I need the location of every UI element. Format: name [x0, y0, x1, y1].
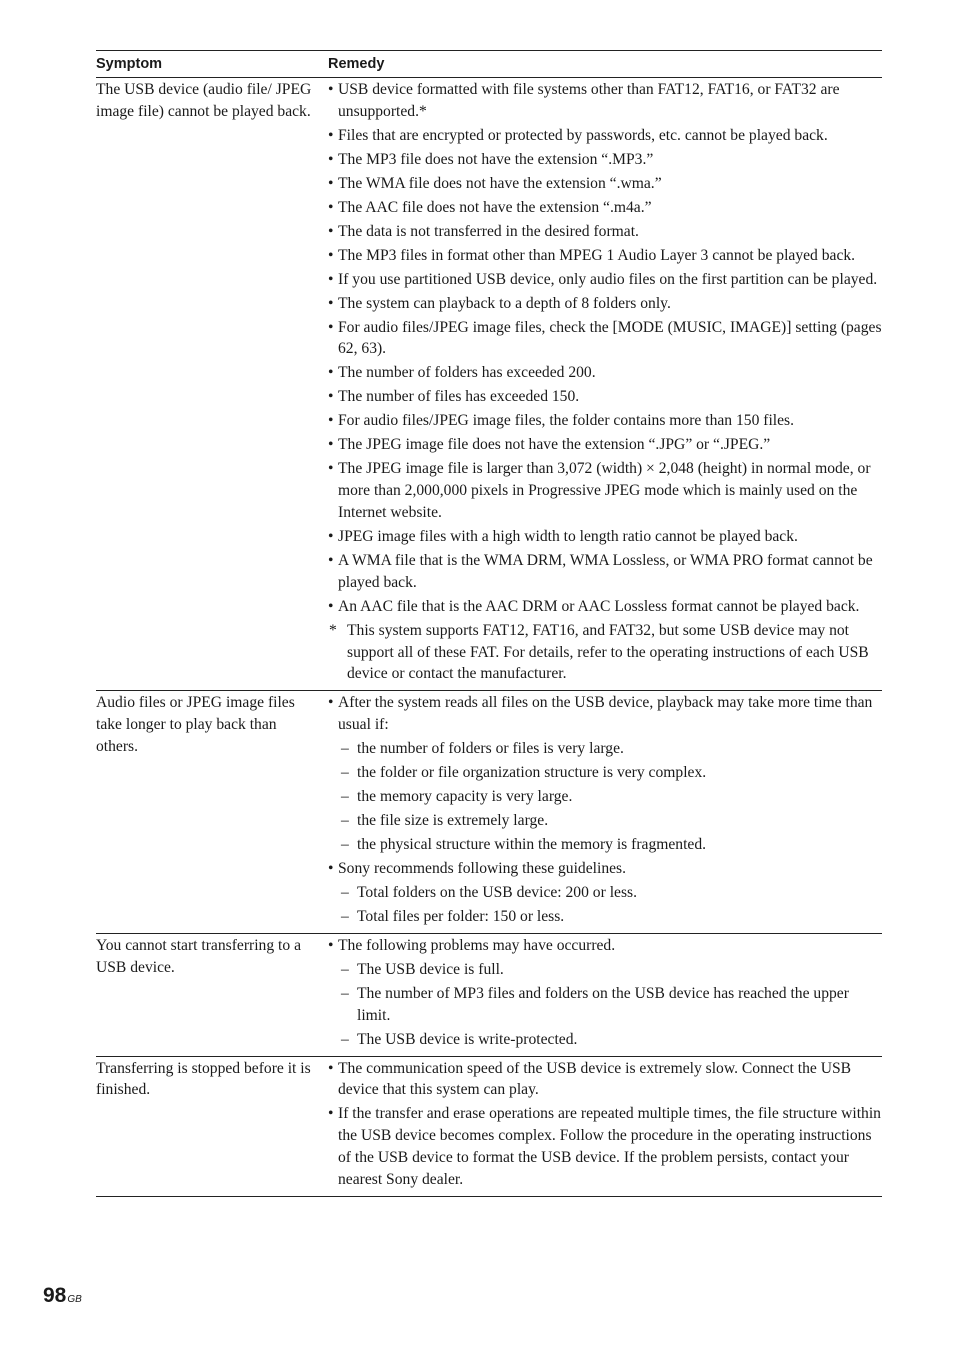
table-header-row	[96, 51, 882, 78]
symptom-cell: Transferring is stopped before it is finished.	[96, 1059, 311, 1099]
remedy-sub-item: – the file size is extremely large.	[328, 810, 882, 832]
remedy-item: • An AAC file that is the AAC DRM or AAC Lossless format cannot be played back.	[328, 596, 882, 618]
remedy-item: • JPEG image files with a high width to length ratio cannot be played back.	[328, 526, 882, 548]
remedy-item: • The data is not transferred in the desired format.	[328, 221, 882, 243]
remedy-item: • The system can playback to a depth of 8 folders only.	[328, 293, 882, 315]
remedy-sub-item: – the folder or file organization structure is very complex.	[328, 762, 882, 784]
remedy-sub-item: – the physical structure within the memory is fragmented.	[328, 834, 882, 856]
remedy-item: • The MP3 file does not have the extension “.MP3.”	[328, 149, 882, 171]
troubleshooting-table	[96, 50, 882, 1197]
page-number	[43, 1281, 82, 1311]
remedy-item: • The number of folders has exceeded 200.	[328, 362, 882, 384]
remedy-list	[328, 935, 882, 1051]
remedy-cell	[328, 933, 882, 1056]
remedy-item: • If you use partitioned USB device, only audio files on the first partition can be played.	[328, 269, 882, 291]
remedy-item: • A WMA file that is the WMA DRM, WMA Lossless, or WMA PRO format cannot be played back.	[328, 550, 882, 594]
remedy-item: • The WMA file does not have the extension “.wma.”	[328, 173, 882, 195]
symptom-cell: You cannot start transferring to a USB device.	[96, 936, 301, 976]
remedy-list	[328, 692, 882, 927]
remedy-cell	[328, 691, 882, 934]
remedy-sub-item: – The USB device is full.	[328, 959, 882, 981]
remedy-cell	[328, 1056, 882, 1196]
table-row	[96, 1056, 882, 1196]
remedy-sub-item: – The USB device is write-protected.	[328, 1029, 882, 1051]
page-number-suffix: GB	[67, 1294, 82, 1305]
remedy-item: • The AAC file does not have the extension “.m4a.”	[328, 197, 882, 219]
remedy-item: • If the transfer and erase operations are repeated multiple times, the file structure within the USB device becomes complex. Follow the procedure in the operating instructions of the USB device to format the USB device. If the problem persists, contact your nearest Sony dealer.	[328, 1103, 882, 1190]
remedy-item: • The JPEG image file is larger than 3,072 (width) × 2,048 (height) in normal mode, or more than 2,000,000 pixels in Progressive JPEG mode which is mainly used on the Internet website.	[328, 458, 882, 523]
page-number-value: 98	[43, 1284, 67, 1307]
remedy-item: • Files that are encrypted or protected by passwords, etc. cannot be played back.	[328, 125, 882, 147]
remedy-item: • The communication speed of the USB device is extremely slow. Connect the USB device that this system can play.	[328, 1058, 882, 1102]
remedy-list	[328, 79, 882, 685]
table-row	[96, 933, 882, 1056]
symptom-cell: Audio files or JPEG image files take longer to play back than others.	[96, 694, 295, 755]
remedy-sub-item: – the memory capacity is very large.	[328, 786, 882, 808]
symptom-column-header: Symptom	[96, 51, 328, 78]
remedy-item: • For audio files/JPEG image files, the folder contains more than 150 files.	[328, 410, 882, 432]
remedy-item: • After the system reads all files on the USB device, playback may take more time than usual if:	[328, 692, 882, 736]
remedy-column-header: Remedy	[328, 51, 882, 78]
remedy-sub-item: – Total folders on the USB device: 200 or less.	[328, 882, 882, 904]
remedy-list	[328, 1058, 882, 1191]
remedy-footnote: * This system supports FAT12, FAT16, and FAT32, but some USB device may not support all of these FAT. For details, refer to the operating instructions of each USB device or contact the manufacturer.	[328, 620, 882, 685]
remedy-sub-item: – Total files per folder: 150 or less.	[328, 906, 882, 928]
remedy-item: • USB device formatted with file systems other than FAT12, FAT16, or FAT32 are unsupported.*	[328, 79, 882, 123]
remedy-item: • The following problems may have occurred.	[328, 935, 882, 957]
symptom-cell: The USB device (audio file/ JPEG image file) cannot be played back.	[96, 81, 312, 120]
remedy-sub-item: – the number of folders or files is very large.	[328, 738, 882, 760]
remedy-item: • For audio files/JPEG image files, check the [MODE (MUSIC, IMAGE)] setting (pages 62, 63).	[328, 317, 882, 361]
remedy-item: • The number of files has exceeded 150.	[328, 386, 882, 408]
remedy-item: • Sony recommends following these guidelines.	[328, 858, 882, 880]
table-body	[96, 78, 882, 1197]
table-row	[96, 78, 882, 691]
remedy-cell	[328, 78, 882, 691]
remedy-item: • The MP3 files in format other than MPEG 1 Audio Layer 3 cannot be played back.	[328, 245, 882, 267]
remedy-sub-item: – The number of MP3 files and folders on the USB device has reached the upper limit.	[328, 983, 882, 1027]
remedy-item: • The JPEG image file does not have the extension “.JPG” or “.JPEG.”	[328, 434, 882, 456]
table-row	[96, 691, 882, 934]
